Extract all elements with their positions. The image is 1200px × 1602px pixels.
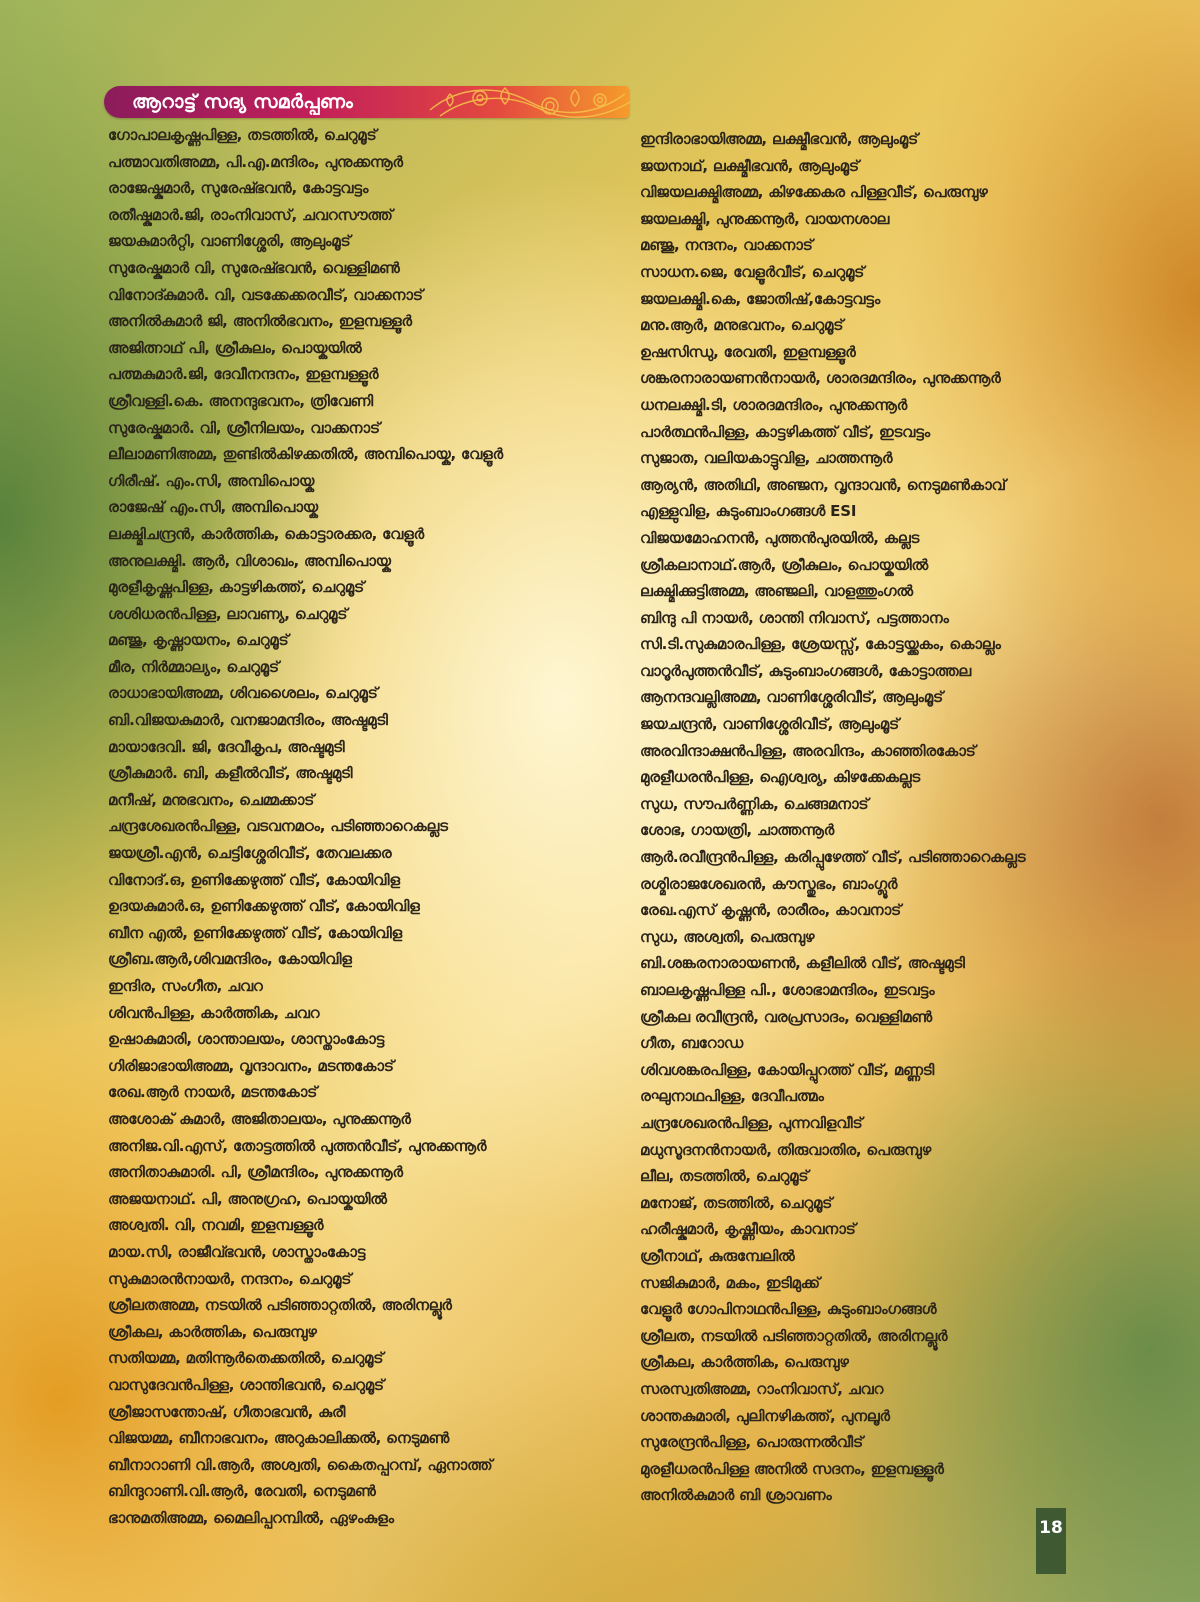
donor-entry: ഉഷാകുമാരി, ശാന്താലയം, ശാസ്താംകോട്ട	[108, 1030, 385, 1049]
donor-entry: ബിന്ദുറാണി.വി.ആർ, രേവതി, നെടുമൺ	[108, 1482, 376, 1501]
donor-entry: ബീന എൽ, ഉണിക്കേഴുത്ത് വീട്, കോയിവിള	[108, 923, 403, 942]
section-title: ആറാട്ട് സദ്യ സമർപ്പണം	[132, 91, 354, 113]
donor-entry: സജികുമാർ, മകം, ഇടിമുക്ക്	[640, 1273, 820, 1292]
donor-entry: വിനോദ്.ഒ, ഉണിക്കേഴുത്ത് വീട്, കോയിവിള	[108, 870, 400, 889]
donor-entry: മായാദേവി. ജി, ദേവീകൃപ, അഷ്ടമുടി	[108, 737, 345, 756]
donor-entry: രാജേഷ് എം.സി, അമ്പിപൊയ്ക	[108, 498, 318, 517]
donor-entry: വിജയലക്ഷ്മിഅമ്മ, കിഴക്കേകര പിള്ളവീട്, പെരുമ്പുഴ	[640, 183, 988, 202]
donor-entry: ലീലാമണിഅമ്മ, തുണ്ടിൽകിഴക്കതിൽ, അമ്പിപൊയ്ക, വേളൂർ	[108, 445, 503, 464]
donor-entry: പത്മകുമാർ.ജി, ദേവീനന്ദനം, ഇളമ്പള്ളൂർ	[108, 365, 379, 384]
donor-entry: ലക്ഷ്മിചന്ദ്രൻ, കാർത്തിക, കൊട്ടാരക്കര, വേളൂർ	[108, 524, 424, 543]
donor-entry: ശാന്തകുമാരി, പുലിനഴികത്ത്, പുനലൂർ	[640, 1406, 890, 1425]
donor-entry: ജയകുമാർറ്റി, വാണിശ്ശേരി, ആലുംമൂട്	[108, 232, 351, 251]
donor-entry: ആനന്ദവല്ലിഅമ്മ, വാണിശ്ശേരിവീട്, ആലുംമൂട്	[640, 688, 943, 707]
donor-entry: ശ്രീകുമാർ. ബി, കളീൽവീട്, അഷ്ടമുടി	[108, 764, 353, 783]
page-number: 18	[1036, 1508, 1066, 1574]
donor-entry: ശിവശങ്കരപിള്ള, കോയിപ്പുറത്ത് വീട്, മണ്ണടി	[640, 1060, 935, 1079]
donor-entry: ശോഭ, ഗായത്രി, ചാത്തന്നൂർ	[640, 821, 835, 840]
donor-entry: മഞ്ജു, നന്ദനം, വാക്കനാട്	[640, 236, 813, 255]
donor-entry: സി.ടി.സുകുമാരപിള്ള, ശ്രേയസ്സ്, കോട്ടയ്ക്കകം, കൊല്ലം	[640, 635, 1001, 654]
donor-entry: ശ്രീബ.ആർ,ശിവമന്ദിരം, കോയിവിള	[108, 950, 352, 969]
donor-entry: സതിയമ്മ, മതിന്നൂർതെക്കതിൽ, ചെറുമൂട്	[108, 1349, 384, 1368]
donor-entry: ഇന്ദിരാഭായിഅമ്മ, ലക്ഷ്മീഭവൻ, ആലുംമൂട്	[640, 130, 918, 148]
donor-entry: സുരേഷ്കുമാർ വി, സുരേഷ്ഭവൻ, വെള്ളിമൺ	[108, 258, 400, 277]
donor-entry: ഇന്ദിര, സംഗീത, ചവറ	[108, 977, 263, 995]
donor-entry: ഗിരീഷ്. എം.സി, അമ്പിപൊയ്ക	[108, 471, 315, 490]
donor-entry: മുരളീധരൻപിള്ള, ഐശ്വര്യ, കിഴക്കേകല്ലട	[640, 768, 921, 787]
donor-entry: സാധന.ജെ, വേളൂർവീട്, ചെറുമൂട്	[640, 262, 865, 281]
donor-entry: ജയശ്രീ.എൻ, ചെട്ടിശ്ശേരിവീട്, തേവലക്കര	[108, 844, 392, 863]
donor-entry: ഗോപാലകൃഷ്ണപിള്ള, തടത്തിൽ, ചെറുമൂട്	[108, 126, 377, 144]
donor-entry: എള്ളുവിള, കുടുംബാംഗങ്ങൾ ESI	[640, 502, 857, 521]
donor-entry: ബാലകൃഷ്ണപിള്ള പി., ശോഭാമന്ദിരം, ഇടവട്ടം	[640, 981, 935, 999]
donor-entry: സരസ്വതിഅമ്മ, റാംനിവാസ്, ചവറ	[640, 1379, 884, 1398]
donor-entry: ശശിധരൻപിള്ള, ലാവണ്യ, ചെറുമൂട്	[108, 604, 348, 623]
donor-entry: ബി.ശങ്കരനാരായണൻ, കളീലിൽ വീട്, അഷ്ടമുടി	[640, 954, 965, 973]
donor-entry: രാജേഷ്കുമാർ, സുരേഷ്ഭവൻ, കോട്ടവട്ടം	[108, 179, 369, 198]
donor-entry: മുരളീധരൻപിള്ള അനിൽ സദനം, ഇളമ്പള്ളൂർ	[640, 1459, 944, 1478]
donor-entry: അനിജ.വി.എസ്, തോട്ടത്തിൽ പുത്തൻവീട്, പുനുക്കന്നൂർ	[108, 1136, 487, 1155]
donor-entry: ബീനാറാണി വി.ആർ, അശ്വതി, കൈതപ്പറമ്പ്, ഏനാത്ത്	[108, 1455, 493, 1474]
donor-entry: ശങ്കരനാരായണൻനായർ, ശാരദമന്ദിരം, പുനുക്കന്നൂർ	[640, 369, 1001, 388]
donor-entry: മുരളീകൃഷ്ണപിള്ള, കാട്ടഴികത്ത്, ചെറുമൂട്	[108, 578, 364, 597]
donor-entry: ശ്രീലതഅമ്മ, നടയിൽ പടിഞ്ഞാറ്റതിൽ, അരിനല്ലൂർ	[108, 1296, 452, 1315]
donor-entry: ലീല, തടത്തിൽ, ചെറുമൂട്	[640, 1167, 809, 1186]
donor-entry: ശ്രീകല, കാർത്തിക, പെരുമ്പുഴ	[108, 1322, 317, 1341]
donor-entry: ആർ.രവീന്ദ്രൻപിള്ള, കരിപ്പുഴേത്ത് വീട്, പടിഞ്ഞാറെകല്ലട	[640, 848, 1026, 867]
donor-entry: സുജാത, വലിയകാട്ടുവിള, ചാത്തന്നൂർ	[640, 449, 893, 468]
donor-entry: ജയലക്ഷ്മി, പുനുക്കന്നൂർ, വായനശാല	[640, 209, 890, 228]
donor-entry: ബിന്ദു പി നായർ, ശാന്തി നിവാസ്, പട്ടത്താനം	[640, 608, 949, 627]
donor-entry: ലക്ഷ്മിക്കുട്ടിഅമ്മ, അഞ്ജലി, വാളത്തുംഗൽ	[640, 582, 913, 601]
donor-entry: പാർത്ഥൻപിള്ള, കാട്ടഴികത്ത് വീട്, ഇടവട്ടം	[640, 422, 930, 441]
donor-entry: മധുസൂദനൻനായർ, തിരുവാതിര, പെരുമ്പുഴ	[640, 1140, 932, 1159]
donor-entry: രേഖ.എസ് കൃഷ്ണൻ, രാരീരം, കാവനാട്	[640, 901, 901, 920]
donor-list-right	[640, 126, 1025, 1509]
donor-entry: ഹരീഷ്കുമാർ, കൃഷ്ണീയം, കാവനാട്	[640, 1220, 856, 1239]
donor-entry: ഗീത, ബറോഡ	[640, 1034, 744, 1053]
donor-entry: ധനലക്ഷ്മി.ടി, ശാരദമന്ദിരം, പുനുക്കന്നൂർ	[640, 395, 908, 414]
donor-entry: മഞ്ജു, കൃഷ്ണായനം, ചെറുമൂട്	[108, 631, 289, 650]
donor-entry: സുകുമാരൻനായർ, നന്ദനം, ചെറുമൂട്	[108, 1269, 352, 1288]
donor-entry: ചന്ദ്രശേഖരൻപിള്ള, പുന്നവിളവീട്	[640, 1113, 863, 1132]
donor-entry: അശോക് കുമാർ, അജിതാലയം, പുനുക്കന്നൂർ	[108, 1109, 411, 1128]
donor-entry: ശ്രീകലാനാഥ്.ആർ, ശ്രീകുലം, പൊയ്കയിൽ	[640, 555, 928, 574]
donor-entry: ആര്യൻ, അതിഥി, അഞ്ജന, വൃന്ദാവൻ, നെടുമൺകാവ്	[640, 475, 1006, 494]
donor-entry: ഉഷസിന്ധു, രേവതി, ഇളമ്പള്ളൂർ	[640, 342, 856, 361]
donor-entry: വിനോദ്കുമാർ. വി, വടക്കേക്കരവീട്, വാക്കനാട്	[108, 285, 423, 304]
donor-entry: രാധാഭായിഅമ്മ, ശിവശൈലം, ചെറുമൂട്	[108, 684, 378, 703]
donor-entry: വാറൂർപുത്തൻവീട്, കുടുംബാംഗങ്ങൾ, കോട്ടാത്തല	[640, 661, 972, 680]
donor-entry: ഭാനുമതിഅമ്മ, മൈലിപ്പറമ്പിൽ, ഏഴംകുളം	[108, 1508, 394, 1527]
donor-entry: അജിത്നാഥ് പി, ശ്രീകുലം, പൊയ്കയിൽ	[108, 338, 362, 357]
donor-entry: സുധ, സൗപർണ്ണിക, ചെങ്ങമനാട്	[640, 794, 869, 813]
donor-entry: രതീഷ്കുമാർ.ജി, രാംനിവാസ്, ചവറസൗത്ത്	[108, 205, 393, 224]
donor-entry: ശ്രീകല, കാർത്തിക, പെരുമ്പുഴ	[640, 1353, 849, 1372]
donor-entry: ശ്രീവള്ളി.കെ. അനന്ദുഭവനം, ത്രിവേണി	[108, 391, 373, 410]
donor-entry: ജയലക്ഷ്മി.കെ, ജോതിഷ്,കോട്ടവട്ടം	[640, 289, 881, 308]
donor-entry: രേഖ.ആർ നായർ, മടന്തകോട്	[108, 1083, 318, 1102]
donor-list-left	[108, 122, 503, 1531]
donor-entry: ഗിരിജാഭായിഅമ്മ, വൃന്ദാവനം, മടന്തകോട്	[108, 1056, 394, 1075]
donor-entry: ഉദയകുമാർ.ഒ, ഉണിക്കേഴുത്ത് വീട്, കോയിവിള	[108, 897, 420, 916]
donor-entry: അനുലക്ഷ്മി. ആർ, വിശാഖം, അമ്പിപൊയ്ക	[108, 551, 391, 570]
donor-entry: വിജയമ്മ, ബീനാഭവനം, അറുകാലിക്കൽ, നെടുമൺ	[108, 1429, 450, 1448]
donor-entry: മനു.ആർ, മനുഭവനം, ചെറുമൂട്	[640, 316, 844, 335]
donor-entry: മീര, നിർമ്മാല്യം, ചെറുമൂട്	[108, 657, 279, 676]
donor-entry: ചന്ദ്രശേഖരൻപിള്ള, വടവനമഠം, പടിഞ്ഞാറെകല്ലട	[108, 817, 448, 836]
donor-entry: വാസുദേവൻപിള്ള, ശാന്തിഭവൻ, ചെറുമൂട്	[108, 1375, 384, 1394]
donor-entry: സുധ, അശ്വതി, പെരുമ്പുഴ	[640, 927, 815, 946]
donor-entry: അനിൽകുമാർ ജി, അനിൽഭവനം, ഇളമ്പള്ളൂർ	[108, 312, 412, 331]
donor-entry: ജയനാഥ്, ലക്ഷ്മീഭവൻ, ആലുംമൂട്	[640, 156, 859, 175]
donor-entry: ശ്രീനാഥ്, കുരുമ്പേലിൽ	[640, 1246, 795, 1265]
donor-entry: അരവിന്ദാക്ഷൻപിള്ള, അരവിന്ദം, കാഞ്ഞിരകോട്	[640, 741, 976, 760]
donor-entry: രഘുനാഥപിള്ള, ദേവീപത്മം	[640, 1087, 824, 1106]
donor-entry: അനിൽകുമാർ ബി ശ്രാവണം	[640, 1486, 832, 1505]
donor-entry: വിജയമോഹനൻ, പുത്തൻപുരയിൽ, കല്ലട	[640, 528, 920, 547]
donor-entry: ശിവൻപിള്ള, കാർത്തിക, ചവറ	[108, 1003, 320, 1022]
donor-entry: ശ്രീജാസന്തോഷ്, ഗീതാഭവൻ, കുരീ	[108, 1402, 346, 1421]
donor-entry: ശ്രീകല രവീന്ദ്രൻ, വരപ്രസാദം, വെള്ളിമൺ	[640, 1007, 933, 1026]
donor-entry: സുരേഷ്കുമാർ. വി, ശ്രീനിലയം, വാക്കനാട്	[108, 418, 380, 437]
donor-entry: വേളൂർ ഗോപിനാഥൻപിള്ള, കുടുംബാംഗങ്ങൾ	[640, 1300, 937, 1319]
donor-entry: അജയനാഥ്. പി, അനുഗ്രഹ, പൊയ്കയിൽ	[108, 1189, 387, 1208]
donor-entry: മനോജ്, തടത്തിൽ, ചെറുമൂട്	[640, 1193, 833, 1212]
donor-entry: അശ്വതി. വി, നവമി, ഇളമ്പള്ളൂർ	[108, 1216, 324, 1235]
donor-entry: ബി.വിജയകുമാർ, വനജാമന്ദിരം, അഷ്ടമുടി	[108, 711, 388, 730]
donor-entry: പത്മാവതിഅമ്മ, പി.എ.മന്ദിരം, പുനുക്കന്നൂർ	[108, 152, 403, 171]
donor-entry: ജയചന്ദ്രൻ, വാണിശ്ശേരിവീട്, ആലുംമൂട്	[640, 715, 899, 734]
donor-entry: ശ്രീലത, നടയിൽ പടിഞ്ഞാറ്റതിൽ, അരിനല്ലൂർ	[640, 1326, 948, 1345]
paisley-ornament-icon	[420, 80, 635, 124]
donor-entry: അനിതാകുമാരി. പി, ശ്രീമന്ദിരം, പുനുക്കന്നൂർ	[108, 1163, 403, 1182]
donor-entry: മനീഷ്, മനുഭവനം, ചെമ്മക്കാട്	[108, 790, 315, 809]
donor-entry: രശ്മിരാജശേഖരൻ, കൗസ്തുഭം, ബാംഗ്ലൂർ	[640, 874, 898, 893]
donor-entry: മായ.സി, രാജീവ്ഭവൻ, ശാസ്താംകോട്ട	[108, 1242, 366, 1261]
donor-entry: സുരേന്ദ്രൻപിള്ള, പൊരുന്നൽവീട്	[640, 1433, 863, 1452]
